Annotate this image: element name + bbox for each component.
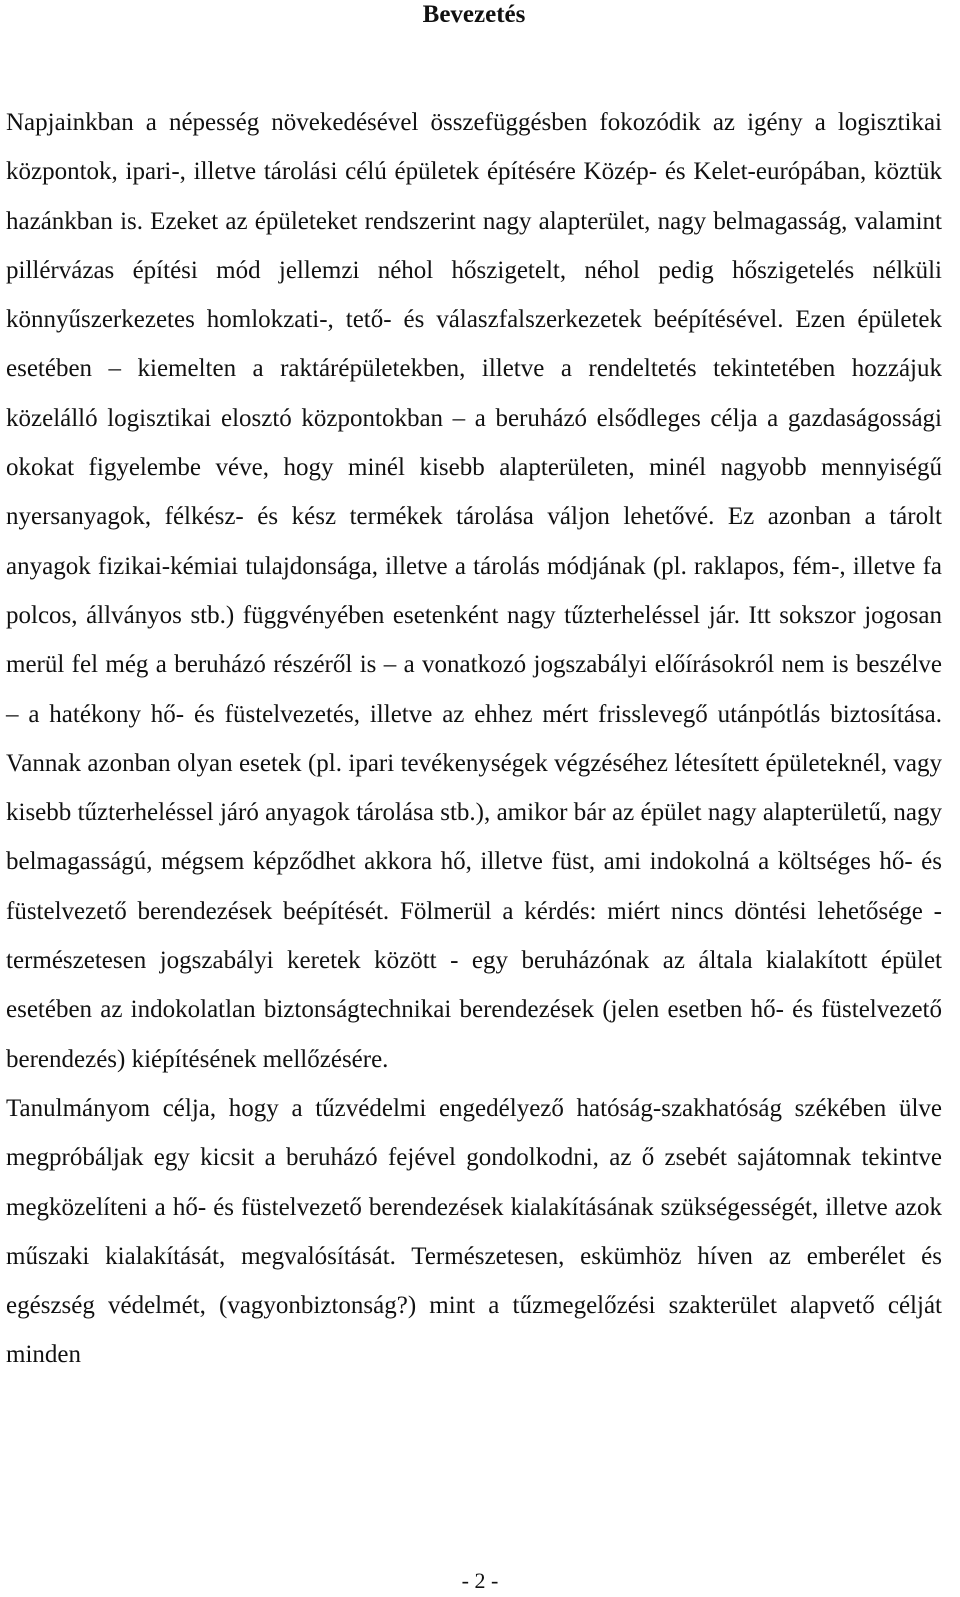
paragraph-1: Napjainkban a népesség növekedésével összefüggésben fokozódik az igény a logisztikai központok, ipari-, illetve tárolási célú épületek építésére Közép- és Kelet-európában, köztük hazánkban is. Ezeket az épületeket rendszerint nagy alapterület, nagy belmagasság, valamint pillérvázas építési mód jellemzi néhol hőszigetelt, néhol pedig hőszigetelés nélküli könnyűszerkezetes homlokzati-, tető- és válaszfalszerkezetek beépítésével. Ezen épületek esetében – kiemelten a raktárépületekben, illetve a rendeltetés tekintetében hozzájuk közelálló logisztikai elosztó központokban – a beruházó elsődleges célja a gazdaságossági okokat figyelembe véve, hogy minél kisebb alapterületen, minél nagyobb mennyiségű nyersanyagok, félkész- és kész termékek tárolása váljon lehetővé. Ez azonban a tárolt anyagok fizikai-kémiai tulajdonsága, illetve a tárolás módjának (pl. raklapos, fém-, illetve fa polcos, állványos stb.) függvényében esetenként nagy tűzterheléssel jár. Itt sokszor jogosan merül fel még a beruházó részéről is – a vonatkozó jogszabályi előírásokról nem is beszélve – a hatékony hő- és füstelvezetés, illetve az ehhez mért frisslevegő utánpótlás biztosítása. Vannak azonban olyan esetek (pl. ipari tevékenységek végzéséhez létesített épületeknél, vagy kisebb tűzterheléssel járó anyagok tárolása stb.), amikor bár az épület nagy alapterületű, nagy belmagasságú, mégsem képződhet akkora hő, illetve füst, ami indokolná a költséges hő- és füstelvezető berendezések beépítését. Fölmerül a kérdés: miért nincs döntési lehetősége - természetesen jogszabályi keretek között - egy beruházónak az általa kialakított épület esetében az indokolatlan biztonságtechnikai berendezések (jelen esetben hő- és füstelvezető berendezés) kiépítésének mellőzésére. [6, 109, 942, 1073]
paragraph-2: Tanulmányom célja, hogy a tűzvédelmi engedélyező hatóság-szakhatóság székében ülve megpróbáljak egy kicsit a beruházó fejével gondolkodni, az ő zsebét sajátomnak tekintve megközelíteni a hő- és füstelvezető berendezések kialakításának szükségességét, illetve azok műszaki kialakítását, megvalósítását. Természetesen, eskümhöz híven az emberélet és egészség védelmét, (vagyonbiztonság?) mint a tűzmegelőzési szakterület alapvető célját minden [6, 1094, 942, 1369]
page-number: - 2 - [461, 1568, 499, 1593]
document-page [6, 0, 942, 1380]
document-title: Bevezetés [422, 1, 526, 28]
